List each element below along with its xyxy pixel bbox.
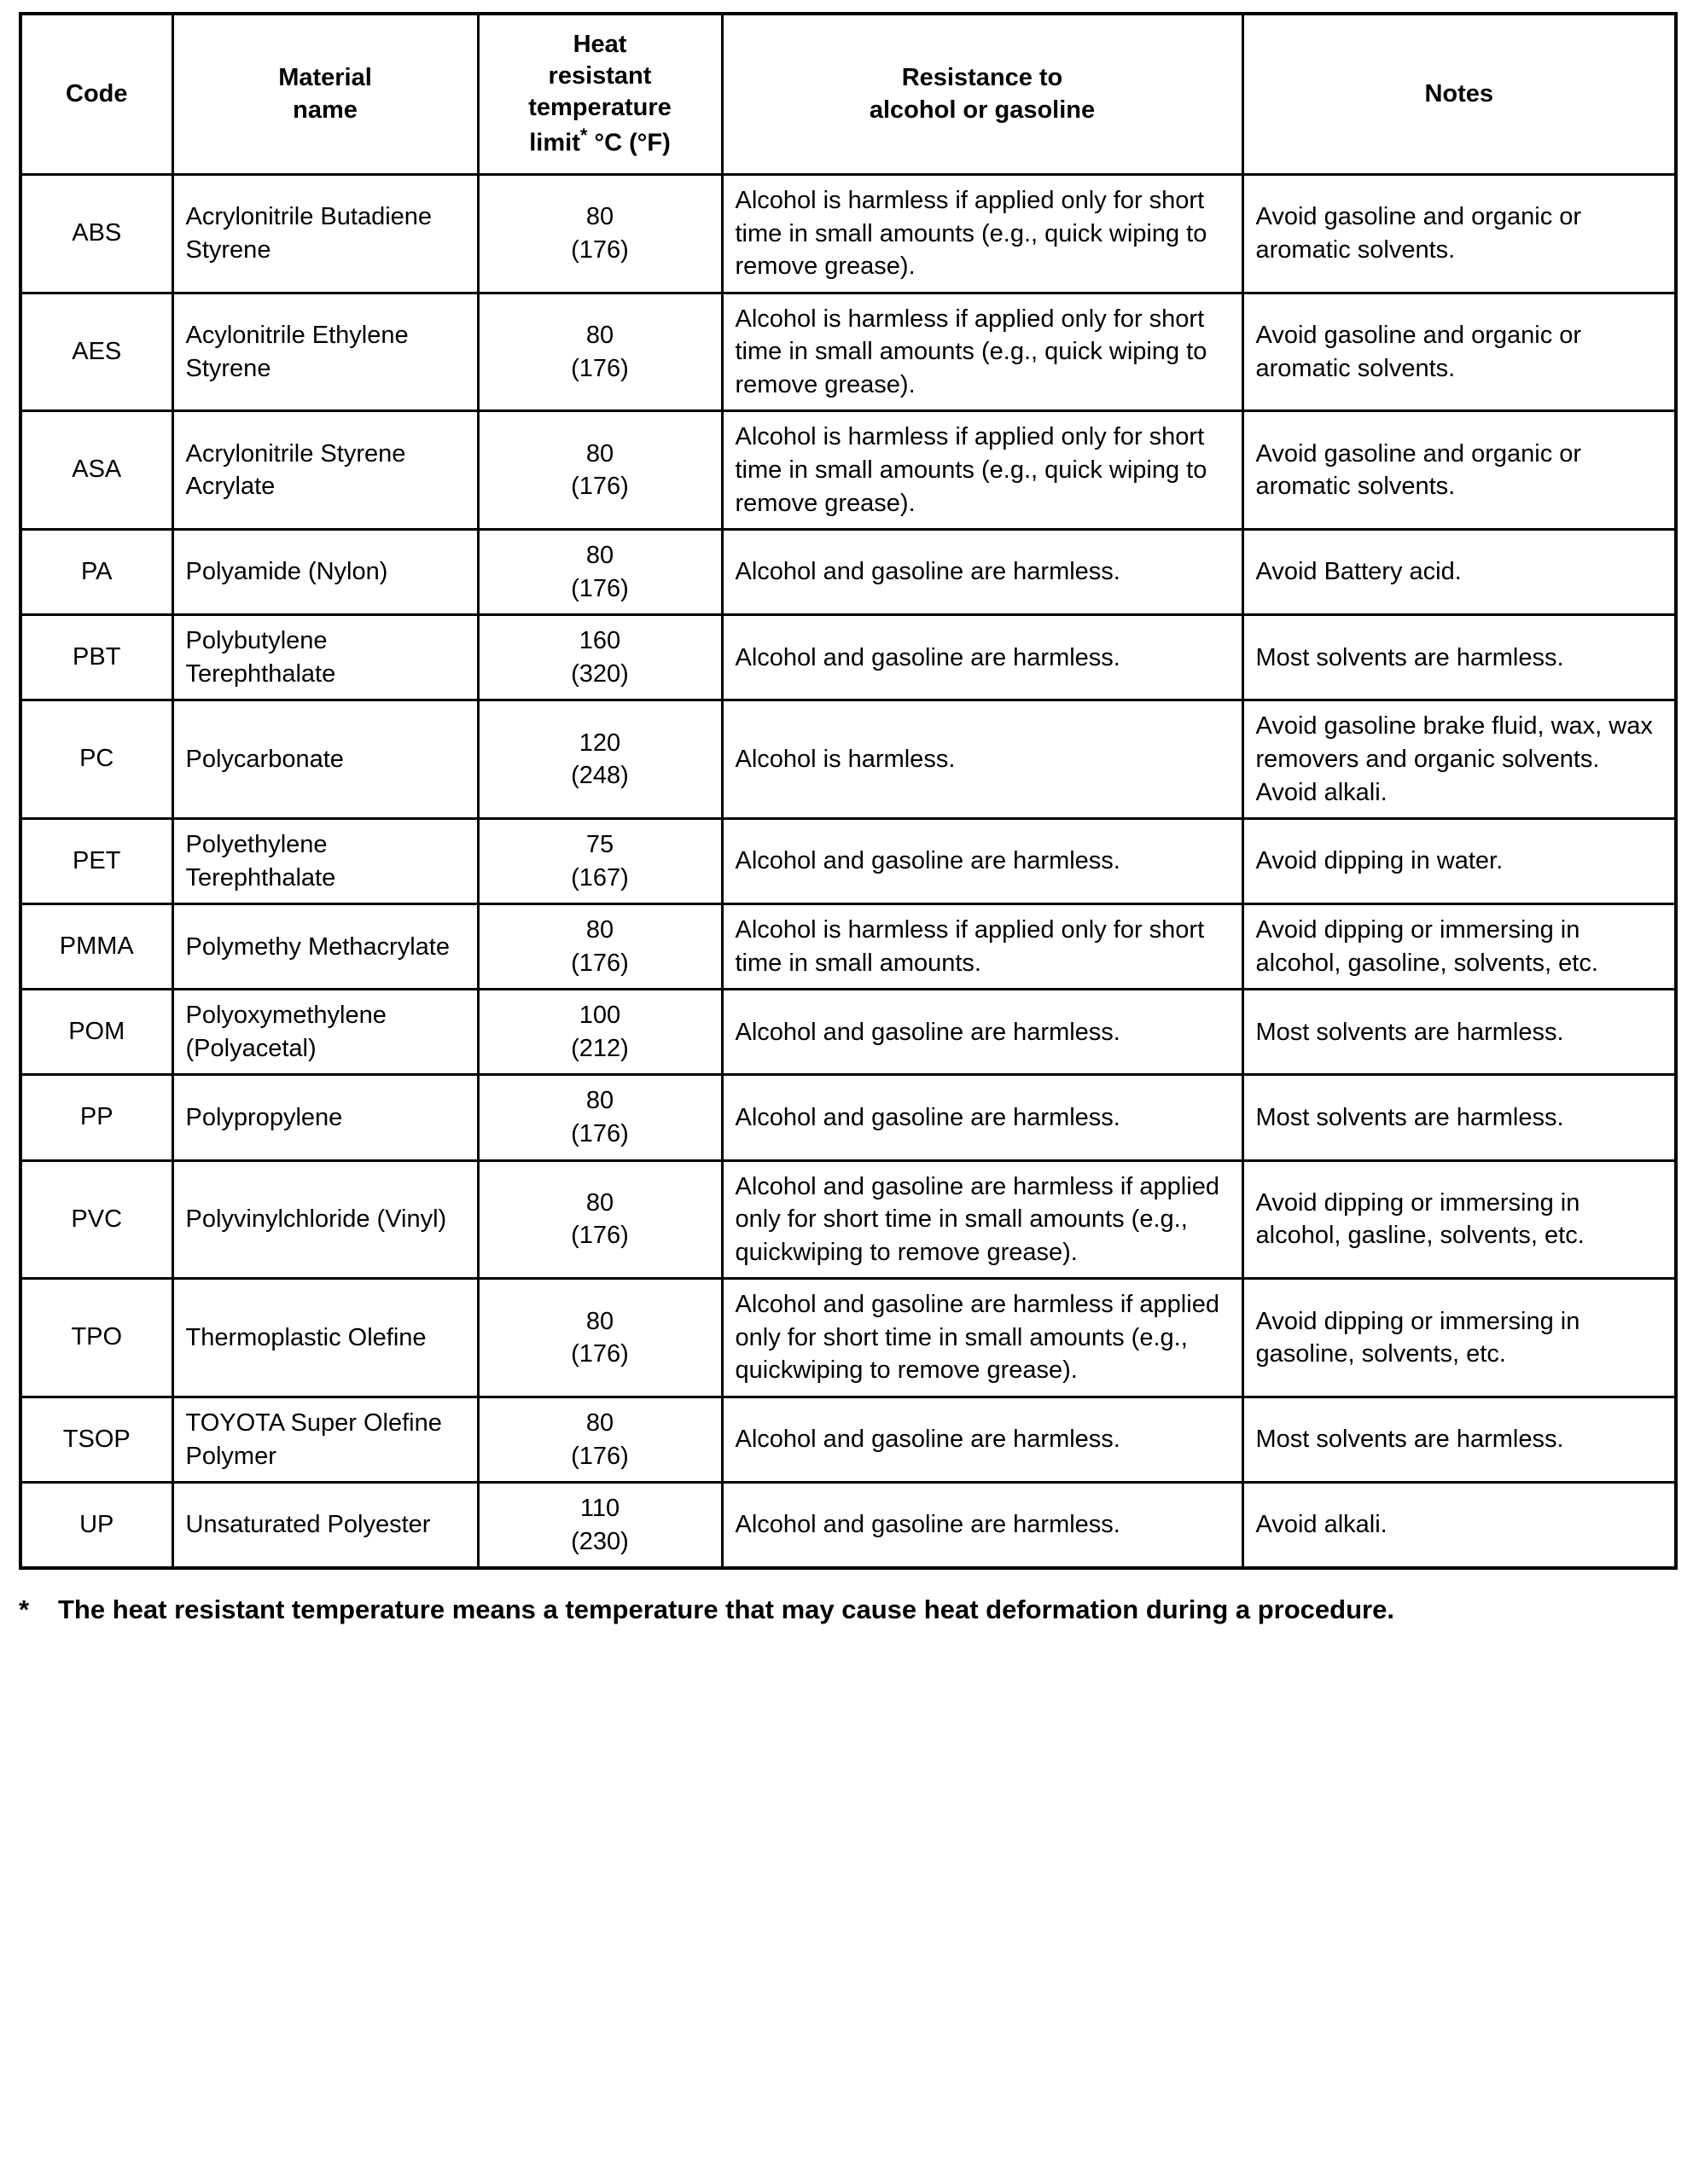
cell-temperature-fahrenheit: (230) [571,1527,629,1555]
column-header-code [20,14,172,175]
column-header-material-name-line1: Material [278,64,372,92]
cell-temperature-celsius: 80 [585,1409,614,1437]
cell-temperature-fahrenheit: (320) [571,659,629,688]
table-row [20,819,1676,904]
cell-material-name: Acrylonitrile Styrene Acrylate [172,411,478,530]
cell-notes: Avoid gasoline brake fluid, wax, wax removers and organic solvents. Avoid alkali. [1242,700,1676,819]
cell-resistance: Alcohol and gasoline are harmless if applied only for short time in small amounts (e.g., quickwiping to remove grease). [722,1279,1242,1397]
cell-code: AES [20,293,172,411]
column-header-resistance-line2: alcohol or gasoline [869,96,1096,124]
table-row [20,615,1676,700]
cell-resistance: Alcohol is harmless. [722,700,1242,819]
cell-code: TSOP [20,1397,172,1482]
cell-notes: Avoid dipping or immersing in alcohol, gasoline, solvents, etc. [1242,904,1676,990]
column-header-notes-label: Notes [1424,79,1494,107]
cell-notes: Avoid Battery acid. [1242,530,1676,615]
cell-resistance: Alcohol and gasoline are harmless. [722,1397,1242,1482]
cell-notes: Most solvents are harmless. [1242,1075,1676,1160]
cell-temperature-fahrenheit: (176) [571,354,629,382]
cell-temperature [478,1279,722,1397]
cell-resistance: Alcohol and gasoline are harmless. [722,530,1242,615]
footnote-marker: * [19,1594,30,1625]
column-header-heat-units: °C (°F) [594,129,671,157]
cell-temperature-fahrenheit: (167) [571,863,629,892]
cell-temperature-celsius: 120 [579,729,621,757]
cell-material-name: Polyamide (Nylon) [172,530,478,615]
cell-temperature [478,1397,722,1482]
cell-temperature-fahrenheit: (176) [571,1222,629,1250]
cell-code: TPO [20,1279,172,1397]
cell-notes: Most solvents are harmless. [1242,615,1676,700]
cell-temperature [478,819,722,904]
cell-resistance: Alcohol is harmless if applied only for short time in small amounts (e.g., quick wiping to remove grease). [722,175,1242,293]
cell-code: PA [20,530,172,615]
cell-code: PBT [20,615,172,700]
footnote-text: The heat resistant temperature means a temperature that may cause heat deformation during a procedure. [58,1594,1394,1625]
cell-material-name: Polybutylene Terephthalate [172,615,478,700]
cell-resistance: Alcohol and gasoline are harmless. [722,990,1242,1075]
cell-temperature [478,615,722,700]
table-row [20,293,1676,411]
column-header-heat-line2: resistant [548,62,652,90]
cell-temperature [478,1075,722,1160]
table-row [20,700,1676,819]
cell-resistance: Alcohol and gasoline are harmless. [722,615,1242,700]
cell-temperature-celsius: 80 [585,542,614,570]
table-row [20,1279,1676,1397]
cell-temperature-fahrenheit: (176) [571,1442,629,1470]
table-header [20,14,1676,175]
column-header-heat-line3: temperature [528,94,672,122]
cell-temperature-fahrenheit: (212) [571,1034,629,1062]
cell-resistance: Alcohol and gasoline are harmless. [722,1483,1242,1569]
cell-temperature [478,1483,722,1569]
column-header-code-label: Code [66,79,128,107]
table-row [20,1075,1676,1160]
table-header-row [20,14,1676,175]
cell-material-name: Polyoxymethylene (Polyacetal) [172,990,478,1075]
cell-notes: Avoid gasoline and organic or aromatic solvents. [1242,175,1676,293]
column-header-resistance-line1: Resistance to [901,64,1063,92]
cell-temperature-celsius: 80 [585,322,614,350]
cell-temperature [478,904,722,990]
cell-code: UP [20,1483,172,1569]
cell-temperature-fahrenheit: (176) [571,235,629,264]
footnote [19,1592,1674,1628]
cell-temperature-fahrenheit: (248) [571,762,629,790]
cell-temperature [478,411,722,530]
footnote-marker-superscript: * [579,125,588,147]
table-row [20,1483,1676,1569]
cell-temperature [478,293,722,411]
table-body [20,175,1676,1569]
cell-temperature-fahrenheit: (176) [571,949,629,977]
cell-temperature-fahrenheit: (176) [571,574,629,602]
column-header-heat-line1: Heat [573,31,627,58]
cell-temperature-fahrenheit: (176) [571,1120,629,1148]
table-row [20,411,1676,530]
cell-material-name: Polymethy Methacrylate [172,904,478,990]
cell-notes: Avoid dipping or immersing in gasoline, solvents, etc. [1242,1279,1676,1397]
cell-resistance: Alcohol and gasoline are harmless if applied only for short time in small amounts (e.g., quickwiping to remove grease). [722,1160,1242,1279]
cell-resistance: Alcohol and gasoline are harmless. [722,1075,1242,1160]
cell-temperature-celsius: 80 [585,916,614,944]
cell-resistance: Alcohol is harmless if applied only for short time in small amounts (e.g., quick wiping to remove grease). [722,411,1242,530]
cell-notes: Most solvents are harmless. [1242,990,1676,1075]
table-row [20,1397,1676,1482]
cell-temperature-fahrenheit: (176) [571,1340,629,1368]
cell-temperature-fahrenheit: (176) [571,473,629,501]
cell-material-name: Polyethylene Terephthalate [172,819,478,904]
cell-notes: Avoid gasoline and organic or aromatic solvents. [1242,293,1676,411]
cell-code: ABS [20,175,172,293]
cell-resistance: Alcohol is harmless if applied only for short time in small amounts. [722,904,1242,990]
cell-resistance: Alcohol is harmless if applied only for short time in small amounts (e.g., quick wiping to remove grease). [722,293,1242,411]
cell-code: PET [20,819,172,904]
cell-resistance: Alcohol and gasoline are harmless. [722,819,1242,904]
cell-temperature [478,1160,722,1279]
cell-notes: Avoid dipping or immersing in alcohol, gasline, solvents, etc. [1242,1160,1676,1279]
table-row [20,530,1676,615]
cell-material-name: Polycarbonate [172,700,478,819]
column-header-heat-resistant-temperature [478,14,722,175]
cell-notes: Avoid alkali. [1242,1483,1676,1569]
cell-notes: Most solvents are harmless. [1242,1397,1676,1482]
cell-temperature-celsius: 110 [579,1495,620,1523]
column-header-material-name-line2: name [293,96,358,124]
cell-temperature-celsius: 80 [585,1307,614,1335]
cell-temperature [478,990,722,1075]
cell-temperature-celsius: 80 [585,439,614,468]
cell-material-name: Unsaturated Polyester [172,1483,478,1569]
cell-notes: Avoid dipping in water. [1242,819,1676,904]
cell-code: PP [20,1075,172,1160]
cell-code: POM [20,990,172,1075]
cell-material-name: Acrylonitrile Butadiene Styrene [172,175,478,293]
cell-temperature [478,530,722,615]
cell-temperature-celsius: 80 [585,1087,614,1115]
cell-temperature-celsius: 160 [579,627,621,655]
cell-material-name: Acylonitrile Ethylene Styrene [172,293,478,411]
plastic-materials-table [19,12,1678,1570]
table-row [20,175,1676,293]
cell-temperature [478,700,722,819]
cell-code: PMMA [20,904,172,990]
cell-temperature-celsius: 80 [585,1188,614,1217]
table-row [20,904,1676,990]
cell-code: PVC [20,1160,172,1279]
cell-temperature-celsius: 75 [585,831,614,859]
cell-temperature [478,175,722,293]
cell-material-name: Polyvinylchloride (Vinyl) [172,1160,478,1279]
cell-temperature-celsius: 80 [585,203,614,231]
cell-material-name: TOYOTA Super Olefine Polymer [172,1397,478,1482]
cell-notes: Avoid gasoline and organic or aromatic solvents. [1242,411,1676,530]
table-row [20,990,1676,1075]
column-header-material-name [172,14,478,175]
column-header-resistance [722,14,1242,175]
cell-code: PC [20,700,172,819]
cell-material-name: Polypropylene [172,1075,478,1160]
cell-material-name: Thermoplastic Olefine [172,1279,478,1397]
column-header-notes [1242,14,1676,175]
table-row [20,1160,1676,1279]
cell-temperature-celsius: 100 [579,1002,621,1030]
cell-code: ASA [20,411,172,530]
column-header-heat-line4: limit [529,129,580,157]
